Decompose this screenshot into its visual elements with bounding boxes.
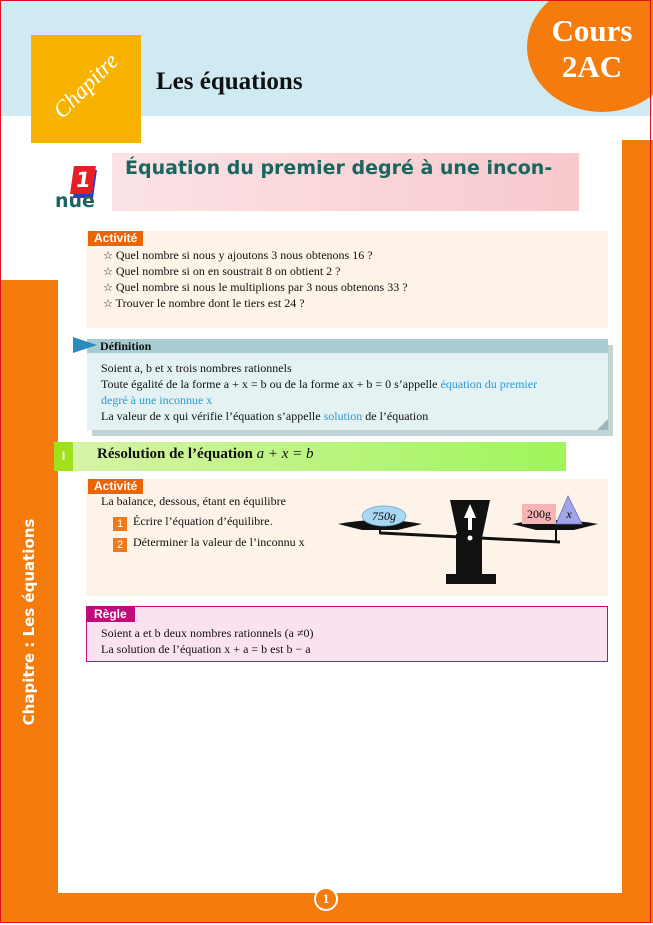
- step-number: 2: [113, 538, 127, 552]
- definition-line4-text: La valeur de x qui vérifie l’équation s’appelle: [101, 409, 324, 423]
- chapter-label: Chapitre: [48, 48, 124, 124]
- step-text: Écrire l’équation d’équilibre.: [133, 514, 273, 528]
- right-weight-label: 200g: [527, 507, 551, 521]
- rule-line1: Soient a et b deux nombres rationnels (a ≠0): [101, 626, 314, 640]
- definition-label: Définition: [100, 339, 152, 353]
- activity-item-text: Quel nombre si nous le multiplions par 3 nous obtenons 33 ?: [115, 280, 408, 294]
- definition-term: équation du premier: [440, 377, 538, 391]
- step-number: 1: [113, 517, 127, 531]
- activity-item-text: Quel nombre si on en soustrait 8 on obtient 2 ?: [115, 264, 341, 278]
- definition-line1: Soient a, b et x trois nombres rationnels: [101, 361, 292, 375]
- subsection-number: I: [54, 442, 73, 471]
- star-icon: ☆: [103, 249, 113, 262]
- page-number: 1: [314, 887, 338, 911]
- definition-line3: degré à une inconnue x: [101, 393, 213, 407]
- rule-label: Règle: [86, 606, 135, 622]
- activity-item-text: Quel nombre si nous y ajoutons 3 nous obtenons 16 ?: [115, 248, 373, 262]
- activity2-intro: La balance, dessous, étant en équilibre: [101, 494, 286, 508]
- section-number: 1: [70, 166, 96, 194]
- definition-line4-end: de l’équation: [362, 409, 429, 423]
- star-icon: ☆: [103, 297, 113, 310]
- star-icon: ☆: [103, 281, 113, 294]
- left-weight-label: 750g: [372, 509, 396, 523]
- section-title: Équation du premier degré à une incon-: [125, 157, 553, 179]
- course-badge-line2: 2AC: [561, 49, 623, 84]
- solution-term: solution: [323, 409, 363, 423]
- star-icon: ☆: [103, 265, 113, 278]
- subsection-equation: a + x = b: [256, 446, 314, 462]
- sidebar-chapter-text: Chapitre : Les équations: [20, 518, 38, 726]
- section-title-continued: nue: [55, 190, 95, 212]
- unknown-label: x: [566, 507, 572, 521]
- course-badge-line1: Cours: [551, 13, 633, 48]
- activity-item-text: Trouver le nombre dont le tiers est 24 ?: [115, 296, 305, 310]
- activity-label-2: Activité: [88, 479, 143, 494]
- rule-line2: La solution de l’équation x + a = b est b − a: [101, 642, 311, 656]
- subsection-title-text: Résolution de l’équation: [97, 446, 257, 462]
- step-text: Déterminer la valeur de l’inconnu x: [133, 535, 305, 549]
- page-title: Les équations: [156, 68, 303, 95]
- definition-line2-text: Toute égalité de la forme a + x = b ou de la forme ax + b = 0 s’appelle: [101, 377, 441, 391]
- activity-label-1: Activité: [88, 231, 143, 246]
